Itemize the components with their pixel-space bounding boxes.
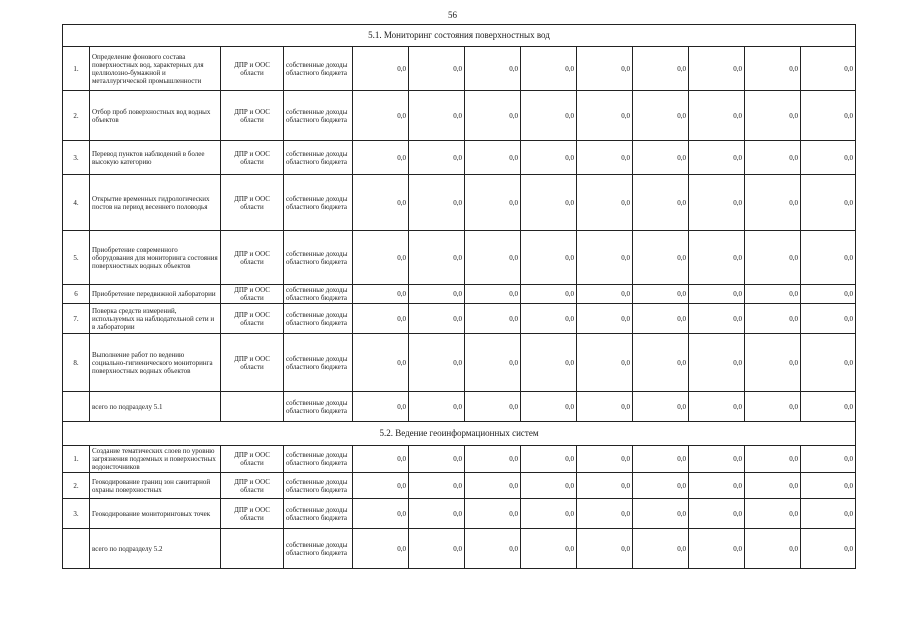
amount-cell: 0,0 — [633, 91, 689, 141]
table-row — [63, 304, 856, 334]
amount-cell: 0,0 — [465, 91, 521, 141]
amount-cell: 0,0 — [353, 141, 409, 175]
amount-cell: 0,0 — [689, 175, 745, 231]
amount-cell: 0,0 — [745, 91, 801, 141]
responsible-executor: ДПР и ООС области — [221, 304, 284, 334]
subtotal-executor — [221, 392, 284, 422]
funding-source: собственные доходы областного бюджета — [284, 91, 353, 141]
subtotal-amount: 0,0 — [801, 392, 856, 422]
amount-cell: 0,0 — [745, 499, 801, 529]
subtotal-row — [63, 392, 856, 422]
amount-cell: 0,0 — [521, 91, 577, 141]
row-number: 1. — [63, 47, 90, 91]
amount-cell: 0,0 — [689, 91, 745, 141]
amount-cell: 0,0 — [745, 446, 801, 473]
subtotal-source: собственные доходы областного бюджета — [284, 529, 353, 569]
amount-cell: 0,0 — [633, 231, 689, 285]
amount-cell: 0,0 — [745, 47, 801, 91]
subtotal-label: всего по подразделу 5.2 — [90, 529, 221, 569]
responsible-executor: ДПР и ООС области — [221, 285, 284, 304]
activity-name: Открытие временных гидрологических постов на период весеннего половодья — [90, 175, 221, 231]
funding-source: собственные доходы областного бюджета — [284, 473, 353, 499]
amount-cell: 0,0 — [577, 91, 633, 141]
amount-cell: 0,0 — [521, 47, 577, 91]
section-title: 5.2. Ведение геоинформационных систем — [63, 422, 856, 446]
subtotal-amount: 0,0 — [353, 392, 409, 422]
activity-name: Геокодирование границ зон санитарной охраны поверхностных — [90, 473, 221, 499]
activity-name: Перевод пунктов наблюдений в более высокую категорию — [90, 141, 221, 175]
amount-cell: 0,0 — [521, 499, 577, 529]
activity-name: Приобретение современного оборудования для мониторинга состояния поверхностных водных объектов — [90, 231, 221, 285]
amount-cell: 0,0 — [633, 446, 689, 473]
amount-cell: 0,0 — [465, 446, 521, 473]
activity-name: Выполнение работ по ведению социально-гигиенического мониторинга поверхностных водных объектов — [90, 334, 221, 392]
amount-cell: 0,0 — [801, 285, 856, 304]
responsible-executor: ДПР и ООС области — [221, 473, 284, 499]
amount-cell: 0,0 — [745, 304, 801, 334]
amount-cell: 0,0 — [633, 473, 689, 499]
amount-cell: 0,0 — [689, 141, 745, 175]
amount-cell: 0,0 — [353, 47, 409, 91]
amount-cell: 0,0 — [465, 285, 521, 304]
subtotal-amount: 0,0 — [633, 392, 689, 422]
amount-cell: 0,0 — [745, 175, 801, 231]
amount-cell: 0,0 — [577, 499, 633, 529]
amount-cell: 0,0 — [409, 334, 465, 392]
amount-cell: 0,0 — [409, 141, 465, 175]
table-row — [63, 175, 856, 231]
subtotal-amount: 0,0 — [745, 392, 801, 422]
amount-cell: 0,0 — [689, 334, 745, 392]
amount-cell: 0,0 — [577, 231, 633, 285]
activity-name: Определение фонового состава поверхностных вод, характерных для целлюлозно-бумажной и металлургической промышленности — [90, 47, 221, 91]
section-header-row — [63, 422, 856, 446]
amount-cell: 0,0 — [801, 446, 856, 473]
subtotal-amount: 0,0 — [689, 392, 745, 422]
amount-cell: 0,0 — [409, 446, 465, 473]
amount-cell: 0,0 — [521, 231, 577, 285]
amount-cell: 0,0 — [801, 499, 856, 529]
amount-cell: 0,0 — [689, 473, 745, 499]
amount-cell: 0,0 — [353, 473, 409, 499]
amount-cell: 0,0 — [409, 304, 465, 334]
row-number: 6 — [63, 285, 90, 304]
amount-cell: 0,0 — [409, 91, 465, 141]
amount-cell: 0,0 — [521, 175, 577, 231]
amount-cell: 0,0 — [745, 334, 801, 392]
amount-cell: 0,0 — [801, 231, 856, 285]
subtotal-amount: 0,0 — [633, 529, 689, 569]
table-row — [63, 473, 856, 499]
amount-cell: 0,0 — [633, 499, 689, 529]
amount-cell: 0,0 — [353, 175, 409, 231]
amount-cell: 0,0 — [689, 446, 745, 473]
amount-cell: 0,0 — [745, 285, 801, 304]
activity-name: Поверка средств измерений, используемых на наблюдательной сети и в лаборатории — [90, 304, 221, 334]
amount-cell: 0,0 — [353, 499, 409, 529]
funding-source: собственные доходы областного бюджета — [284, 231, 353, 285]
amount-cell: 0,0 — [577, 304, 633, 334]
responsible-executor: ДПР и ООС области — [221, 141, 284, 175]
funding-source: собственные доходы областного бюджета — [284, 334, 353, 392]
subtotal-row — [63, 529, 856, 569]
table-row — [63, 446, 856, 473]
section-header-row — [63, 25, 856, 47]
subtotal-source: собственные доходы областного бюджета — [284, 392, 353, 422]
row-number: 3. — [63, 499, 90, 529]
amount-cell: 0,0 — [801, 47, 856, 91]
amount-cell: 0,0 — [409, 231, 465, 285]
amount-cell: 0,0 — [353, 304, 409, 334]
row-number: 8. — [63, 334, 90, 392]
responsible-executor: ДПР и ООС области — [221, 231, 284, 285]
responsible-executor: ДПР и ООС области — [221, 91, 284, 141]
amount-cell: 0,0 — [577, 141, 633, 175]
table-row — [63, 47, 856, 91]
amount-cell: 0,0 — [353, 91, 409, 141]
row-number: 7. — [63, 304, 90, 334]
subtotal-amount: 0,0 — [521, 392, 577, 422]
funding-source: собственные доходы областного бюджета — [284, 47, 353, 91]
amount-cell: 0,0 — [521, 304, 577, 334]
row-number: 5. — [63, 231, 90, 285]
subtotal-amount: 0,0 — [465, 392, 521, 422]
table-row — [63, 334, 856, 392]
amount-cell: 0,0 — [633, 304, 689, 334]
subtotal-amount: 0,0 — [689, 529, 745, 569]
activity-name: Геокодирование мониторинговых точек — [90, 499, 221, 529]
subtotal-amount: 0,0 — [409, 529, 465, 569]
funding-source: собственные доходы областного бюджета — [284, 499, 353, 529]
amount-cell: 0,0 — [689, 47, 745, 91]
budget-table — [62, 24, 856, 569]
funding-source: собственные доходы областного бюджета — [284, 175, 353, 231]
amount-cell: 0,0 — [353, 285, 409, 304]
table-row — [63, 499, 856, 529]
amount-cell: 0,0 — [521, 334, 577, 392]
subtotal-amount: 0,0 — [801, 529, 856, 569]
table-row — [63, 231, 856, 285]
responsible-executor: ДПР и ООС области — [221, 446, 284, 473]
activity-name: Отбор проб поверхностных вод водных объектов — [90, 91, 221, 141]
amount-cell: 0,0 — [353, 446, 409, 473]
amount-cell: 0,0 — [633, 175, 689, 231]
subtotal-number — [63, 529, 90, 569]
table-row — [63, 285, 856, 304]
amount-cell: 0,0 — [801, 91, 856, 141]
amount-cell: 0,0 — [409, 285, 465, 304]
amount-cell: 0,0 — [689, 499, 745, 529]
amount-cell: 0,0 — [521, 141, 577, 175]
amount-cell: 0,0 — [577, 47, 633, 91]
activity-name: Приобретение передвижной лаборатории — [90, 285, 221, 304]
responsible-executor: ДПР и ООС области — [221, 334, 284, 392]
amount-cell: 0,0 — [577, 175, 633, 231]
subtotal-amount: 0,0 — [577, 392, 633, 422]
amount-cell: 0,0 — [801, 304, 856, 334]
amount-cell: 0,0 — [409, 175, 465, 231]
amount-cell: 0,0 — [577, 285, 633, 304]
amount-cell: 0,0 — [465, 334, 521, 392]
amount-cell: 0,0 — [577, 446, 633, 473]
amount-cell: 0,0 — [465, 304, 521, 334]
amount-cell: 0,0 — [409, 473, 465, 499]
subtotal-executor — [221, 529, 284, 569]
amount-cell: 0,0 — [801, 334, 856, 392]
subtotal-number — [63, 392, 90, 422]
funding-source: собственные доходы областного бюджета — [284, 304, 353, 334]
amount-cell: 0,0 — [689, 231, 745, 285]
page-number: 56 — [448, 10, 457, 20]
amount-cell: 0,0 — [801, 473, 856, 499]
amount-cell: 0,0 — [577, 473, 633, 499]
budget-table-frame — [62, 24, 856, 569]
subtotal-amount: 0,0 — [577, 529, 633, 569]
row-number: 3. — [63, 141, 90, 175]
amount-cell: 0,0 — [633, 285, 689, 304]
amount-cell: 0,0 — [465, 47, 521, 91]
subtotal-amount: 0,0 — [521, 529, 577, 569]
amount-cell: 0,0 — [409, 499, 465, 529]
amount-cell: 0,0 — [745, 231, 801, 285]
amount-cell: 0,0 — [465, 175, 521, 231]
subtotal-label: всего по подразделу 5.1 — [90, 392, 221, 422]
amount-cell: 0,0 — [633, 141, 689, 175]
row-number: 4. — [63, 175, 90, 231]
amount-cell: 0,0 — [801, 175, 856, 231]
amount-cell: 0,0 — [745, 473, 801, 499]
amount-cell: 0,0 — [521, 285, 577, 304]
row-number: 2. — [63, 91, 90, 141]
responsible-executor: ДПР и ООС области — [221, 499, 284, 529]
amount-cell: 0,0 — [521, 473, 577, 499]
activity-name: Создание тематических слоев по уровню загрязнения подземных и поверхностных водоисточников — [90, 446, 221, 473]
responsible-executor: ДПР и ООС области — [221, 47, 284, 91]
table-row — [63, 141, 856, 175]
subtotal-amount: 0,0 — [353, 529, 409, 569]
amount-cell: 0,0 — [801, 141, 856, 175]
table-row — [63, 91, 856, 141]
amount-cell: 0,0 — [465, 473, 521, 499]
amount-cell: 0,0 — [577, 334, 633, 392]
amount-cell: 0,0 — [353, 231, 409, 285]
subtotal-amount: 0,0 — [409, 392, 465, 422]
responsible-executor: ДПР и ООС области — [221, 175, 284, 231]
amount-cell: 0,0 — [409, 47, 465, 91]
subtotal-amount: 0,0 — [465, 529, 521, 569]
amount-cell: 0,0 — [465, 499, 521, 529]
amount-cell: 0,0 — [633, 334, 689, 392]
amount-cell: 0,0 — [353, 334, 409, 392]
amount-cell: 0,0 — [633, 47, 689, 91]
amount-cell: 0,0 — [465, 141, 521, 175]
section-title: 5.1. Мониторинг состояния поверхностных вод — [63, 25, 856, 47]
funding-source: собственные доходы областного бюджета — [284, 446, 353, 473]
amount-cell: 0,0 — [465, 231, 521, 285]
funding-source: собственные доходы областного бюджета — [284, 141, 353, 175]
amount-cell: 0,0 — [745, 141, 801, 175]
amount-cell: 0,0 — [689, 285, 745, 304]
subtotal-amount: 0,0 — [745, 529, 801, 569]
row-number: 1. — [63, 446, 90, 473]
row-number: 2. — [63, 473, 90, 499]
amount-cell: 0,0 — [689, 304, 745, 334]
funding-source: собственные доходы областного бюджета — [284, 285, 353, 304]
amount-cell: 0,0 — [521, 446, 577, 473]
